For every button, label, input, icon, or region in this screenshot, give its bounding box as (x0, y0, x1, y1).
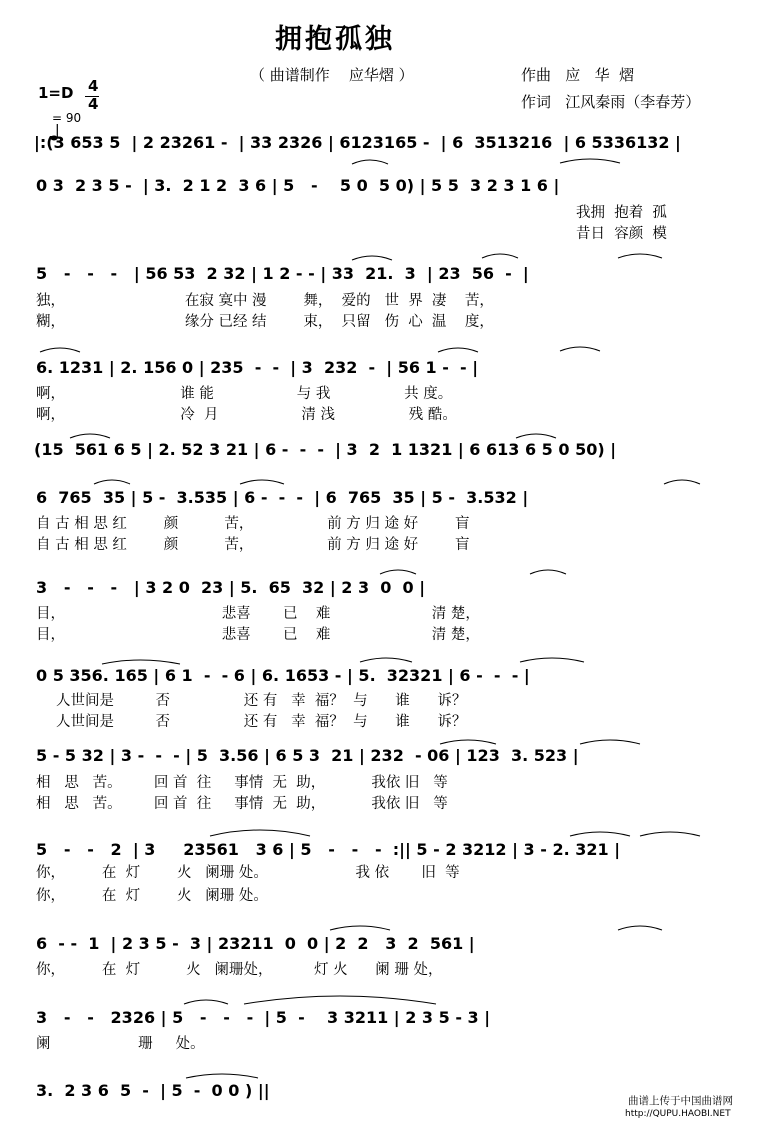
score-row-4-lyrics-2: 啊， 冷 月 清 浅 残 酷。 (36, 407, 457, 423)
score-row-8-lyrics-2: 人世间是 否 还 有 幸 福？ 与 谁 诉？ (56, 714, 467, 730)
composer-credit: 作曲 应 华 熠 (521, 66, 635, 84)
score-row-8-notes: 0 5 356. 165 | 6 1 - - 6 | 6. 1653 - | 5. 32321 | 6 - - - | (36, 666, 530, 685)
tempo-marking: = 90 (52, 111, 82, 125)
score-row-8-lyrics-1: 人世间是 否 还 有 幸 福？ 与 谁 诉？ (56, 693, 467, 709)
song-title: 拥抱孤独 (275, 24, 395, 55)
score-row-11-lyrics-1: 你， 在 灯 火 阑珊处， 灯 火 阑 珊 处， (36, 962, 443, 978)
score-row-2-lyrics-2: 昔日 容颜 模 (576, 226, 667, 242)
score-row-9-lyrics-1: 相 思 苦。 回 首 往 事情 无 助， 我依 旧 等 (36, 775, 448, 791)
score-row-13-notes: 3. 2 3 6 5 - | 5 - 0 0 ) || (36, 1081, 270, 1100)
score-row-2-notes: 0 3 2 3 5 - | 3. 2 1 2 3 6 | 5 - 5 0 5 0) | 5 5 3 2 3 1 6 | (36, 176, 560, 195)
score-row-1-notes: |:(3 653 5 | 2 23261 - | 33 2326 | 6123165 - | 6 3513216 | 6 5336132 | (34, 133, 681, 152)
score-row-6-lyrics-1: 自 古 相 思 红 颜 苦， 前 方 归 途 好 盲 (36, 516, 470, 532)
score-row-9-notes: 5 - 5 32 | 3 - - - | 5 3.56 | 6 5 3 21 | 232 - 06 | 123 3. 523 | (36, 746, 579, 765)
score-row-3-lyrics-1: 独， 在寂 寞中 漫 舞， 爱的 世 界 凄 苦， (36, 293, 494, 309)
score-row-10-lyrics-1: 你， 在 灯 火 阑珊 处。 我 依 旧 等 (36, 865, 460, 881)
score-row-3-notes: 5 - - - | 56 53 2 32 | 1 2 - - | 33 21. 3 | 23 56 - | (36, 264, 529, 283)
score-row-10-lyrics-2: 你， 在 灯 火 阑珊 处。 (36, 888, 268, 904)
credit-maker: （ 曲谱制作 应华熠 ） (250, 66, 414, 84)
time-signature-bottom: 4 (88, 95, 99, 113)
score-row-5-notes: (15 561 6 5 | 2. 52 3 21 | 6 - - - | 3 2 1 1321 | 6 613 6 5 0 50) | (34, 440, 617, 459)
score-row-6-notes: 6 765 35 | 5 - 3.535 | 6 - - - | 6 765 35 | 5 - 3.532 | (36, 488, 529, 507)
score-row-11-notes: 6 - - 1 | 2 3 5 - 3 | 23211 0 0 | 2 2 3 2 561 | (36, 934, 475, 953)
score-row-3-lyrics-2: 糊， 缘分 已经 结 束， 只留 伤 心 温 度， (36, 314, 494, 330)
score-row-7-notes: 3 - - - | 3 2 0 23 | 5. 65 32 | 2 3 0 0 | (36, 578, 426, 597)
score-row-10-notes: 5 - - 2 | 3 23561 3 6 | 5 - - - :|| 5 - 2 3212 | 3 - 2. 321 | (36, 840, 621, 859)
score-row-4-notes: 6. 1231 | 2. 156 0 | 235 - - | 3 232 - | 56 1 - - | (36, 358, 479, 377)
score-row-7-lyrics-1: 目， 悲喜 已 难 清 楚， (36, 606, 480, 622)
score-row-6-lyrics-2: 自 古 相 思 红 颜 苦， 前 方 归 途 好 盲 (36, 537, 470, 553)
score-row-4-lyrics-1: 啊， 谁 能 与 我 共 度。 (36, 386, 453, 402)
key-signature: 1=D (38, 84, 74, 102)
score-row-7-lyrics-2: 目， 悲喜 已 难 清 楚， (36, 627, 480, 643)
lyricist-credit: 作词 江风秦雨（李春芳） (521, 93, 701, 111)
score-row-12-lyrics-1: 阑 珊 处。 (36, 1036, 205, 1052)
footer-site-name: 曲谱上传于中国曲谱网 (628, 1095, 733, 1107)
footer-site-url: http://QUPU.HAOBI.NET (625, 1109, 731, 1119)
time-signature-top: 4 (88, 77, 99, 95)
score-row-9-lyrics-2: 相 思 苦。 回 首 往 事情 无 助， 我依 旧 等 (36, 796, 448, 812)
score-row-12-notes: 3 - - 2326 | 5 - - - | 5 - 3 3211 | 2 3 5 - 3 | (36, 1008, 491, 1027)
score-row-2-lyrics-1: 我拥 抱着 孤 (576, 205, 667, 221)
